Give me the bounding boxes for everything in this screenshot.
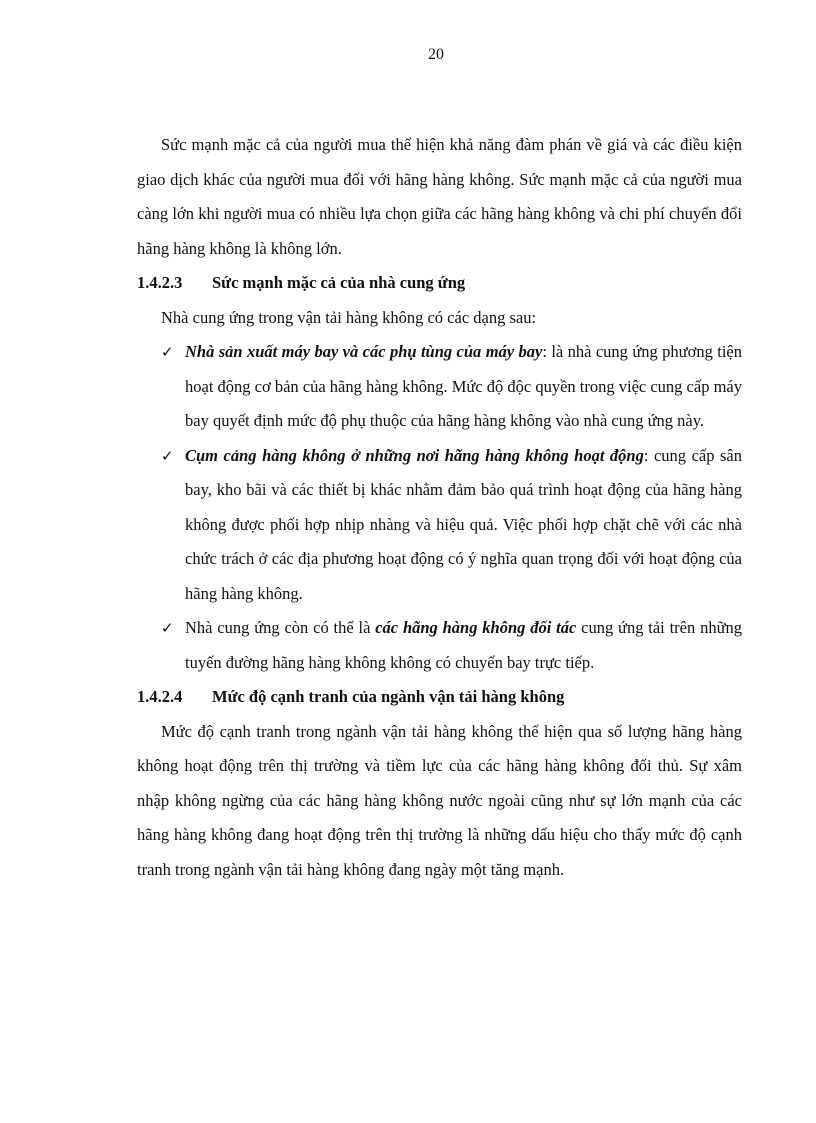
section-title: Mức độ cạnh tranh của ngành vận tải hàng không xyxy=(212,687,565,706)
section-heading-1423 xyxy=(137,266,742,301)
page-number: 20 xyxy=(428,46,444,63)
section-heading-1424 xyxy=(137,680,742,715)
item-prefix: Nhà cung ứng còn có thể là xyxy=(185,618,376,637)
checkmark-icon: ✓ xyxy=(161,446,174,465)
list-item xyxy=(137,439,742,612)
page-content xyxy=(137,128,742,887)
list-item xyxy=(137,335,742,439)
item-text: : cung cấp sân bay, kho bãi và các thiết bị khác nhằm đảm bảo quá trình hoạt động của hãng hàng không được phối hợp nhịp nhàng và hiệu quả. Việc phối hợp chặt chẽ với các nhà chức trách ở các địa phương hoạt động có ý nghĩa quan trọng đối với hoạt động của hãng hàng không. xyxy=(185,445,742,603)
list-item xyxy=(137,611,742,680)
checkmark-icon: ✓ xyxy=(161,619,174,637)
supplier-list xyxy=(137,335,742,680)
paragraph-competition: Mức độ cạnh tranh trong ngành vận tải hàng không thể hiện qua số lượng hãng hàng không hoạt động trên thị trường và tiềm lực của các hãng hàng không đối thủ. Sự xâm nhập không ngừng của các hãng hàng không nước ngoài cũng như sự lớn mạnh của các hãng hàng không đang hoạt động trên thị trường là những dấu hiệu cho thấy mức độ cạnh tranh trong ngành vận tải hàng không đang ngày một tăng mạnh. xyxy=(137,721,742,879)
paragraph-buyer-power: Sức mạnh mặc cả của người mua thể hiện khả năng đàm phán về giá và các điều kiện giao dịch khác của người mua đối với hãng hàng không. Sức mạnh mặc cả của người mua càng lớn khi người mua có nhiều lựa chọn giữa các hãng hàng không và chi phí chuyển đổi hãng hàng không là không lớn. xyxy=(137,135,742,258)
checkmark-icon: ✓ xyxy=(161,343,174,361)
section-number: 1.4.2.4 xyxy=(137,687,183,706)
supplier-intro: Nhà cung ứng trong vận tải hàng không có các dạng sau: xyxy=(161,307,537,327)
item-emphasis: các hãng hàng không đối tác xyxy=(375,618,577,637)
item-emphasis: Nhà sản xuất máy bay và các phụ tùng của máy bay xyxy=(185,342,543,361)
section-number: 1.4.2.3 xyxy=(137,273,183,292)
section-title: Sức mạnh mặc cả của nhà cung ứng xyxy=(212,273,466,292)
item-emphasis: Cụm cảng hàng không ở những nơi hãng hàng không hoạt động xyxy=(185,445,644,465)
item-text: cung ứng tải trên những tuyến đường hãng hàng không không có chuyến bay trực tiếp. xyxy=(185,618,743,672)
item-text: : là nhà cung ứng phương tiện hoạt động cơ bản của hãng hàng không. Mức độ độc quyền trong việc cung cấp máy bay quyết định mức độ phụ thuộc của hãng hàng không vào nhà cung ứng này. xyxy=(185,342,742,430)
